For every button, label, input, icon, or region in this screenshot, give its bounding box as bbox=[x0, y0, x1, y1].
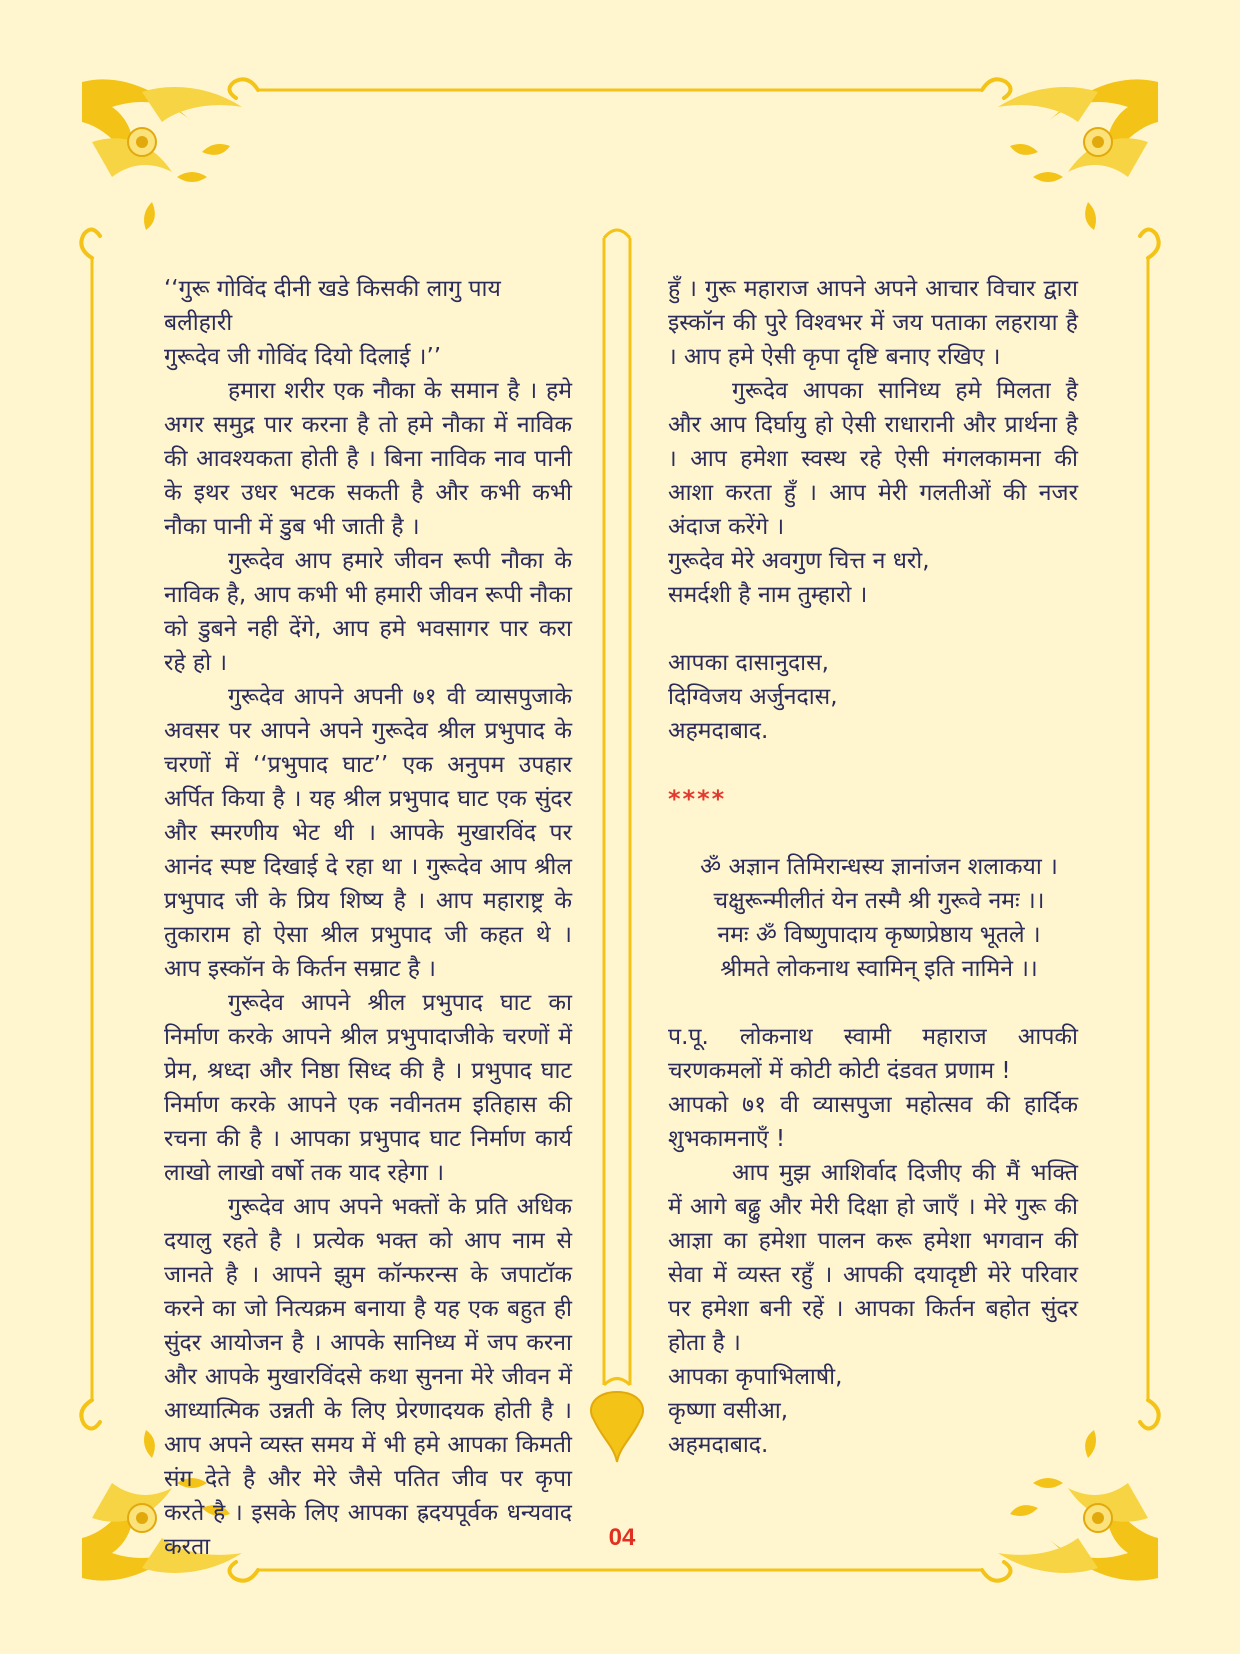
shloka-line-3: नमः ॐ विष्णुपादाय कृष्णप्रेष्ठाय भूतले । bbox=[717, 922, 1041, 948]
shloka-line-1: ॐ अज्ञान तिमिरान्धस्य ज्ञानांजन शलाकया । bbox=[700, 854, 1058, 880]
left-column bbox=[164, 272, 572, 1564]
shloka-block bbox=[680, 850, 1078, 986]
paragraph-prayer: गुरूदेव आपका सानिध्य हमे मिलता है और आप दिर्घायु हो ऐसी राधारानी और प्रार्थना है । आप हमेशा स्वस्थ रहे ऐसी मंगलकामना की आशा करता हुँ । आप मेरी गलतीओं की नजर अंदाज करेंगे । bbox=[668, 378, 1078, 540]
paragraph-blessing: आप मुझ आशिर्वाद दिजीए की मैं भक्ति में आगे बढ्ढु और मेरी दिक्षा हो जाएँ । मेरे गुरू की आज्ञा का हमेशा पालन करू हमेशा भगवान की सेवा में व्यस्त रहुँ । आपकी दयादृष्टी मेरे परिवार पर हमेशा बनी रहें । आपका किर्तन बहोत सुंदर होता है । bbox=[668, 1160, 1078, 1356]
floral-corner-ornament-icon bbox=[82, 79, 242, 230]
signature-1-line-1: आपका दासानुदास, bbox=[668, 650, 829, 676]
vertical-divider-with-drop-icon bbox=[591, 230, 643, 1462]
signature-2-line-3: अहमदाबाद. bbox=[668, 1432, 769, 1458]
paragraph-ghat-construction: गुरूदेव आपने श्रील प्रभुपाद घाट का निर्माण करके आपने श्रील प्रभुपादाजीके चरणों में प्रेम, श्रध्दा और निष्ठा सिध्द की है । प्रभुपाद घाट निर्माण करके आपने एक नवीनतम इतिहास की रचना की है । आपका प्रभुपाद घाट निर्माण कार्य लाखो लाखो वर्षो तक याद रहेगा । bbox=[164, 990, 572, 1186]
separator-stars: **** bbox=[668, 785, 727, 813]
spacer bbox=[668, 612, 1078, 646]
signature-2-line-1: आपका कृपाभिलाषी, bbox=[668, 1364, 843, 1390]
paragraph-devotees: गुरूदेव आप अपने भक्तों के प्रति अधिक दयालु रहते है । प्रत्येक भक्त को आप नाम से जानते है । आपने झुम कॉन्फरन्स के जपाटॉक करने का जो नित्यक्रम बनाया है यह एक बहुत ही सुंदर आयोजन है । आपके सानिध्य में जप करना और आपके मुखारविंदसे कथा सुनना मेरे जीवन में आध्यात्मिक उन्नती के लिए प्रेरणादयक होती है । आप अपने व्यस्त समय में भी हमे आपका किमती संग देते है और मेरे जैसे पतित जीव पर कृपा करते है । इसके लिए आपका ह्रदयपूर्वक धन्यवाद करता bbox=[164, 1194, 572, 1560]
couplet-line-1: गुरूदेव मेरे अवगुण चित्त न धरो, bbox=[668, 548, 930, 574]
shloka-line-4: श्रीमते लोकनाथ स्वामिन् इति नामिने ।। bbox=[720, 956, 1038, 982]
signature-1-line-2: दिग्विजय अर्जुनदास, bbox=[668, 684, 838, 710]
paragraph-gratitude: हुँ । गुरू महाराज आपने अपने आचार विचार द्वारा इस्कॉन की पुरे विश्वभर में जय पताका लहराया है । आप हमे ऐसी कृपा दृष्टि बनाए रखिए । bbox=[668, 276, 1078, 370]
right-column bbox=[668, 272, 1078, 1462]
spacer bbox=[668, 986, 1078, 1020]
doha-line-2: गुरूदेव जी गोविंद दियो दिलाई ।’’ bbox=[164, 344, 442, 370]
shloka-line-2: चक्षुरून्मीलीतं येन तस्मै श्री गुरूवे नमः ।। bbox=[713, 888, 1045, 914]
greeting-pranam: प.पू. लोकनाथ स्वामी महाराज आपकी चरणकमलों में कोटी कोटी दंडवत प्रणाम ! bbox=[668, 1024, 1078, 1084]
paragraph-boat: हमारा शरीर एक नौका के समान है । हमे अगर समुद्र पार करना है तो हमे नौका में नाविक की आवश्यकता होती है । बिना नाविक नाव पानी के इथर उधर भटक सकती है और कभी कभी नौका पानी में डुब भी जाती है । bbox=[164, 378, 572, 540]
greeting-wishes: आपको ७१ वी व्यासपुजा महोत्सव की हार्दिक शुभकामनाएँ ! bbox=[668, 1092, 1078, 1152]
spacer bbox=[668, 816, 1078, 850]
paragraph-prabhupad-ghat: गुरूदेव आपने अपनी ७१ वी व्यासपुजाके अवसर पर आपने अपने गुरूदेव श्रील प्रभुपाद के चरणों में ‘‘प्रभुपाद घाट’’ एक अनुपम उपहार अर्पित किया है । यह श्रील प्रभुपाद घाट एक सुंदर और स्मरणीय भेट थी । आपके मुखारविंद पर आनंद स्पष्ट दिखाई दे रहा था । गुरूदेव आप श्रील प्रभुपाद जी के प्रिय शिष्य है । आप महाराष्ट्र के तुकाराम हो ऐसा श्रील प्रभुपाद जी कहत थे । आप इस्कॉन के किर्तन सम्राट है । bbox=[164, 684, 572, 982]
paragraph-navigator: गुरूदेव आप हमारे जीवन रूपी नौका के नाविक है, आप कभी भी हमारी जीवन रूपी नौका को डुबने नही देंगे, आप हमे भवसागर पार करा रहे हो । bbox=[164, 548, 572, 676]
signature-2-line-2: कृष्णा वसीआ, bbox=[668, 1398, 789, 1424]
page-number: 04 bbox=[608, 1524, 636, 1551]
doha-line-1: ‘‘गुरू गोविंद दीनी खडे किसकी लागु पाय बलीहारी bbox=[164, 276, 501, 336]
spacer bbox=[668, 748, 1078, 782]
couplet-line-2: समर्दशी है नाम तुम्हारो । bbox=[668, 582, 868, 608]
signature-1-line-3: अहमदाबाद. bbox=[668, 718, 769, 744]
